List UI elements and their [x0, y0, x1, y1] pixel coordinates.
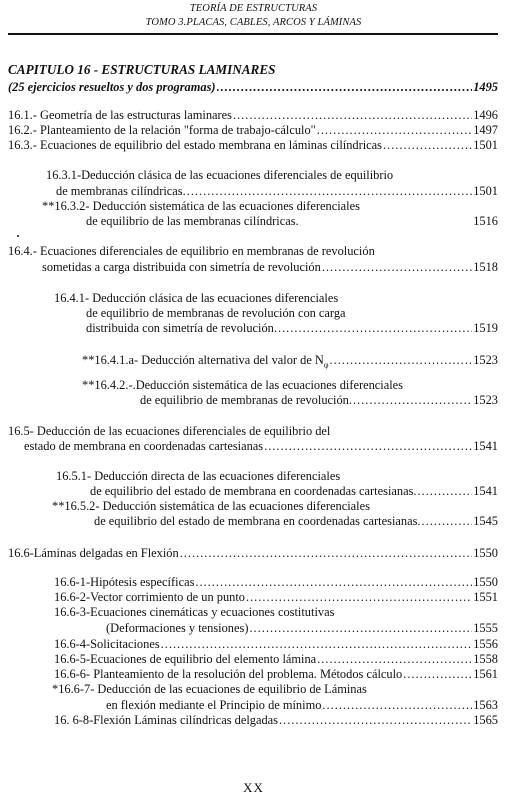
toc-entry-page: 1555 — [473, 621, 498, 635]
toc-entry-page: 1558 — [473, 652, 498, 666]
stray-dot — [17, 235, 19, 237]
dot-leader — [246, 590, 472, 605]
toc-entry-title: 16.1.- Geometría de las estructuras laminares — [8, 108, 232, 122]
toc-entry-title: 16.6-1-Hipótesis específicas — [54, 575, 195, 589]
toc-entry-title: de equilibrio del estado de membrana en coordenadas cartesianas. — [94, 514, 421, 528]
dot-leader — [418, 484, 473, 499]
toc-entry-title: en flexión mediante el Principio de mínimo — [106, 698, 322, 712]
toc-entry-16-6-3-line1[interactable]: 16.6-3-Ecuaciones cinemáticas y ecuaciones costitutivas — [54, 605, 335, 619]
dot-leader — [249, 621, 472, 636]
toc-entry-title: 16.6-Láminas delgadas en Flexión — [8, 546, 179, 560]
toc-entry-title: 16.3.- Ecuaciones de equilibrio del estado membrana en láminas cilíndricas — [8, 138, 382, 152]
toc-entry-16-6-6[interactable] — [54, 667, 498, 682]
phi-subscript: φ — [323, 360, 329, 370]
toc-entry-page: 1497 — [473, 123, 498, 137]
toc-entry-title: de equilibrio de membranas de revolución. — [140, 393, 352, 407]
toc-entry-title: 16.6-4-Solicitaciones — [54, 637, 160, 651]
toc-entry-title: distribuida con simetría de revolución. — [86, 321, 277, 335]
toc-entry-title: (Deformaciones y tensiones) — [106, 621, 249, 635]
toc-entry-title: 16.6-5-Ecuaciones de equilibrio del elemento lámina — [54, 652, 317, 666]
toc-entry-16-3-1[interactable] — [56, 184, 498, 199]
toc-entry-16-4-1-a[interactable] — [82, 353, 498, 372]
toc-entry-16-5-2[interactable] — [94, 514, 498, 529]
toc-entry-page: 1550 — [473, 575, 498, 589]
toc-entry-page: 1556 — [473, 637, 498, 651]
dot-leader — [422, 514, 473, 529]
toc-entry-title: sometidas a carga distribuida con simetría de revolución — [42, 260, 321, 274]
toc-entry-16-4-line1[interactable]: 16.4.- Ecuaciones diferenciales de equilibrio en membranas de revolución — [8, 244, 375, 258]
toc-entry-page: 1565 — [473, 713, 498, 727]
toc-entry-16-4-1-line1[interactable]: 16.4.1- Deducción clásica de las ecuaciones diferenciales — [54, 291, 339, 305]
toc-entry-title: de equilibrio del estado de membrana en coordenadas cartesianas. — [90, 484, 417, 498]
dot-leader — [278, 321, 472, 336]
toc-entry-16-6-4[interactable] — [54, 637, 498, 652]
header-rule — [8, 33, 498, 35]
toc-entry-page: 1550 — [473, 546, 498, 560]
toc-entry-title: 16. 6-8-Flexión Láminas cilíndricas delgadas — [54, 713, 279, 727]
dot-leader — [217, 80, 473, 95]
toc-entry-page: 1523 — [473, 353, 498, 367]
dot-leader — [322, 698, 472, 713]
toc-entry-16-5-2-line1[interactable]: **16.5.2- Deducción sistemática de las ecuaciones diferenciales — [52, 499, 370, 513]
dot-leader — [322, 260, 472, 275]
toc-entry-page: 1501 — [473, 138, 498, 152]
dot-leader — [264, 439, 472, 454]
toc-entry-16-6-7-line1[interactable]: *16.6-7- Deducción de las ecuaciones de equilibrio de Láminas — [52, 682, 367, 696]
toc-entry-page: 1563 — [473, 698, 498, 712]
dot-leader — [195, 575, 472, 590]
dot-leader — [330, 353, 473, 368]
dot-leader — [317, 123, 473, 138]
toc-entry-title: de equilibrio de las membranas cilíndricas. — [86, 214, 299, 228]
toc-entry-16-4-1-line2: de equilibrio de membranas de revolución con carga — [86, 306, 346, 320]
toc-entry-16-3-1-line1[interactable]: 16.3.1-Deducción clásica de las ecuaciones diferenciales de equilibrio — [46, 168, 394, 182]
toc-entry-16-5[interactable] — [24, 439, 498, 454]
dot-leader — [180, 546, 473, 561]
dot-leader — [233, 108, 472, 123]
toc-entry-title — [82, 353, 329, 372]
chapter-title: CAPITULO 16 - ESTRUCTURAS LAMINARES — [8, 62, 276, 77]
toc-entry-16-6-8[interactable] — [54, 713, 498, 728]
toc-entry-title: 16.2.- Planteamiento de la relación "forma de trabajo-cálculo" — [8, 123, 316, 137]
toc-entry-title: 16.6-6- Planteamiento de la resolución del problema. Métodos cálculo — [54, 667, 403, 681]
toc-entry-16-6-2[interactable] — [54, 590, 498, 605]
toc-entry-16-5-1-line1[interactable]: 16.5.1- Deducción directa de las ecuaciones diferenciales — [56, 469, 341, 483]
toc-entry-16-5-line1[interactable]: 16.5- Deducción de las ecuaciones diferenciales de equilibrio del — [8, 424, 331, 438]
toc-entry-page: 1496 — [473, 108, 498, 122]
chapter-subtitle-row — [8, 80, 498, 95]
toc-entry-page: 1551 — [473, 590, 498, 604]
toc-entry-page: 1501 — [473, 184, 498, 198]
toc-entry-16-2[interactable] — [8, 123, 498, 138]
toc-entry-16-4-1[interactable] — [86, 321, 498, 336]
toc-entry-16-6-1[interactable] — [54, 575, 498, 590]
toc-entry-page: 1561 — [473, 667, 498, 681]
page-number: XX — [243, 780, 264, 795]
dot-leader — [353, 393, 472, 408]
chapter-subtitle: (25 ejercicios resueltos y dos programas) — [8, 80, 216, 94]
dot-leader — [279, 713, 472, 728]
toc-entry-16-6-7[interactable] — [106, 698, 498, 713]
toc-entry-16-6-5[interactable] — [54, 652, 498, 667]
toc-entry-title: 16.6-2-Vector corrimiento de un punto — [54, 590, 245, 604]
dot-leader — [187, 184, 473, 199]
toc-entry-16-6[interactable] — [8, 546, 498, 561]
toc-entry-16-1[interactable] — [8, 108, 498, 123]
toc-entry-page: 1523 — [473, 393, 498, 407]
toc-entry-16-3-2[interactable] — [86, 214, 498, 229]
toc-entry-page: 1519 — [473, 321, 498, 335]
toc-entry-16-6-3[interactable] — [106, 621, 498, 636]
dot-leader — [383, 138, 472, 153]
toc-entry-title: de membranas cilíndricas. — [56, 184, 186, 198]
toc-entry-16-5-1[interactable] — [90, 484, 498, 499]
toc-entry-16-3[interactable] — [8, 138, 498, 153]
toc-entry-title: estado de membrana en coordenadas cartesianas — [24, 439, 264, 453]
toc-entry-16-4-2[interactable] — [140, 393, 498, 408]
toc-entry-page: 1516 — [473, 214, 498, 228]
dot-leader — [161, 637, 473, 652]
running-header-subtitle: TOMO 3.PLACAS, CABLES, ARCOS Y LÁMINAS — [145, 17, 362, 28]
toc-entry-page: 1518 — [473, 260, 498, 274]
toc-entry-page: 1541 — [473, 484, 498, 498]
toc-entry-page: 1541 — [473, 439, 498, 453]
dot-leader — [403, 667, 472, 682]
toc-entry-page: 1545 — [473, 514, 498, 528]
toc-entry-title-text: **16.4.1.a- Deducción alternativa del valor de N — [82, 353, 324, 367]
dot-leader — [317, 652, 472, 667]
running-header-title: TEORÍA DE ESTRUCTURAS — [189, 3, 318, 14]
toc-entry-16-4-2-line1[interactable]: **16.4.2.-.Deducción sistemática de las ecuaciones diferenciales — [82, 378, 403, 392]
toc-entry-16-4[interactable] — [42, 260, 498, 275]
chapter-page: 1495 — [473, 80, 498, 94]
toc-entry-16-3-2-line1[interactable]: **16.3.2- Deducción sistemática de las ecuaciones diferenciales — [42, 199, 360, 213]
